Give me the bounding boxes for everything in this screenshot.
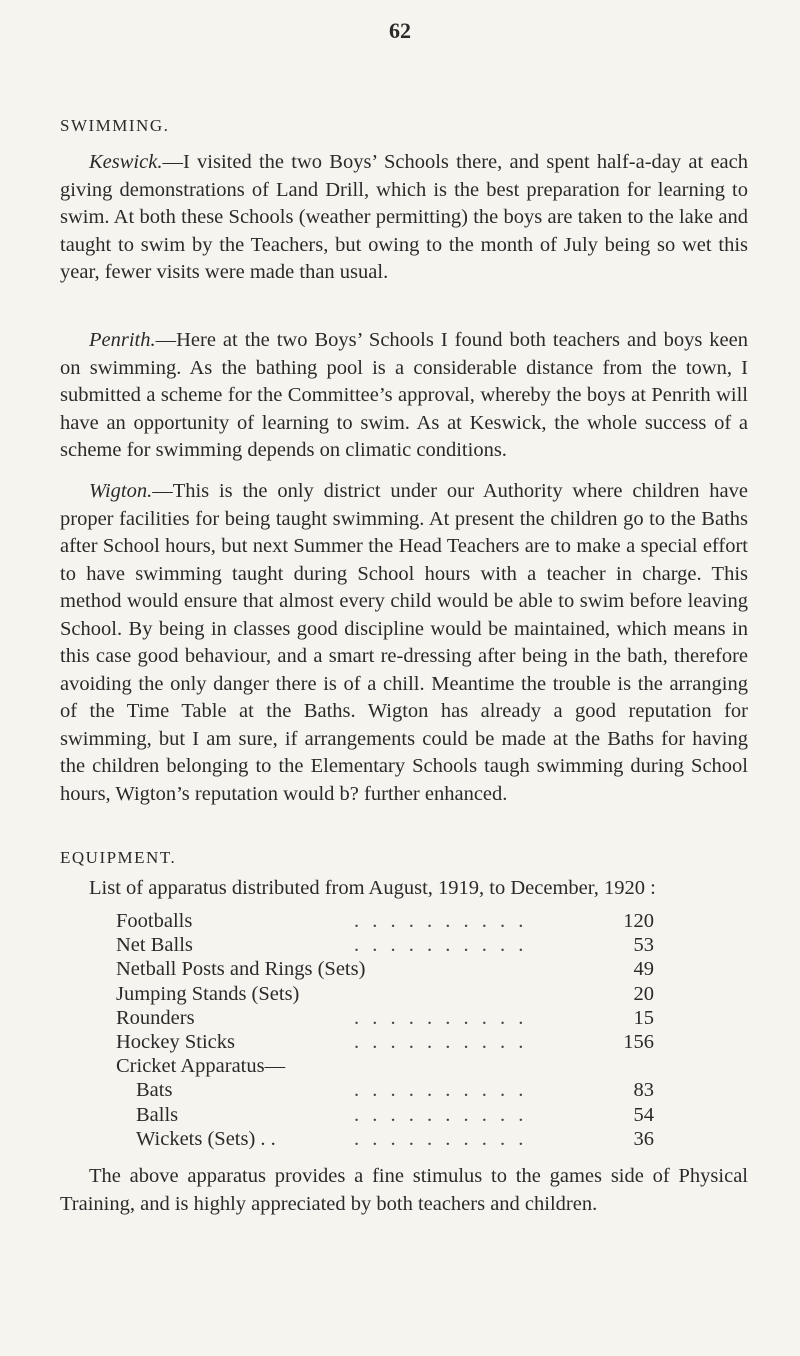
keswick-paragraph — [60, 149, 748, 287]
item-quantity: 36 — [633, 1127, 654, 1150]
item-quantity: 120 — [623, 910, 654, 932]
list-item — [116, 957, 654, 981]
item-label: Wickets (Sets) . . — [136, 1127, 276, 1150]
leader-dots: . . . . . . . . . . — [354, 910, 528, 932]
item-label: Bats — [136, 1079, 173, 1102]
list-item — [116, 1054, 654, 1078]
item-quantity: 15 — [633, 1006, 654, 1029]
item-label: Net Balls — [116, 934, 193, 957]
penrith-paragraph — [60, 327, 748, 465]
item-label: Hockey Sticks — [116, 1030, 235, 1053]
list-item — [116, 1078, 654, 1102]
wigton-text: —This is the only district under our Authority where children have proper facilities for being taught swimming. At present the children go to the Baths after School hours, but next Summer the Head Teachers are to make a special effort to have swimming taught during School hours with a teacher in charge. This method would ensure that almost every child would be able to swim before leaving School. By being in classes good discipline would be maintained, which means in this case good behaviour, and a smart re-dressing after being in the bath, therefore avoiding the only danger there is of a chill. Meantime the trouble is the arranging of the Time Table at the Baths. Wigton has already a good reputation for swimming, but I am sure, if arrangements could be made at the Baths for having the children belonging to the Elementary Schools taugh swimming during School hours, Wigton’s reputation would b? further enhanced. — [60, 480, 748, 805]
item-quantity: 54 — [633, 1103, 654, 1126]
leader-dots: . . . . . . . . . . — [354, 1103, 528, 1126]
equipment-closing: The above apparatus provides a fine stimulus to the games side of Physical Training, and is highly appreciated by both teachers and children. — [60, 1165, 748, 1215]
list-item — [116, 982, 654, 1006]
list-item — [116, 933, 654, 957]
list-item — [116, 1103, 654, 1127]
item-label: Balls — [136, 1103, 179, 1126]
item-label: Footballs — [116, 910, 193, 932]
list-item — [116, 909, 654, 933]
leader-dots: . . . . . . . . . . — [354, 1030, 528, 1053]
equipment-heading: EQUIPMENT. — [60, 848, 177, 867]
item-label: Netball Posts and Rings (Sets) — [116, 958, 366, 981]
leader-dots: . . . . . . . . . . — [354, 1127, 528, 1150]
penrith-text: —Here at the two Boys’ Schools I found both teachers and boys keen on swimming. As the bathing pool is a considerable distance from the town, I submitted a scheme for the Committee’s approval, whereby the boys at Penrith will have an opportunity of learning to swim. As at Keswick, the whole success of a scheme for swimming depends on climatic conditions. — [60, 329, 748, 461]
swimming-heading: SWIMMING. — [60, 116, 170, 135]
list-item — [116, 1127, 654, 1151]
leader-dots: . . . . . . . . . . — [354, 1006, 528, 1029]
item-quantity: 20 — [633, 982, 654, 1005]
item-quantity: 49 — [633, 958, 654, 981]
leader-dots: . . . . . . . . . . — [354, 1079, 528, 1102]
place-wigton: Wigton. — [89, 480, 153, 502]
item-label: Cricket Apparatus— — [116, 1055, 286, 1078]
place-keswick: Keswick. — [89, 151, 163, 173]
equipment-intro: List of apparatus distributed from August, 1919, to December, 1920 : — [89, 877, 656, 899]
item-quantity: 156 — [623, 1030, 654, 1053]
item-quantity: 53 — [633, 934, 654, 957]
keswick-text: —I visited the two Boys’ Schools there, and spent half-a-day at each giving demonstrations of Land Drill, which is the best preparation for learning to swim. At both these Schools (weather permitting) the boys are taken to the lake and taught to swim by the Teachers, but owing to the month of July being so wet this year, fewer visits were made than usual. — [60, 151, 748, 283]
place-penrith: Penrith. — [89, 329, 156, 351]
item-label: Jumping Stands (Sets) — [116, 982, 300, 1005]
wigton-paragraph — [60, 478, 748, 808]
page-number: 62 — [389, 18, 411, 43]
list-item — [116, 1030, 654, 1054]
apparatus-list — [116, 909, 654, 1151]
item-quantity: 83 — [633, 1079, 654, 1102]
leader-dots: . . . . . . . . . . — [354, 934, 528, 957]
list-item — [116, 1006, 654, 1030]
item-label: Rounders — [116, 1006, 195, 1029]
